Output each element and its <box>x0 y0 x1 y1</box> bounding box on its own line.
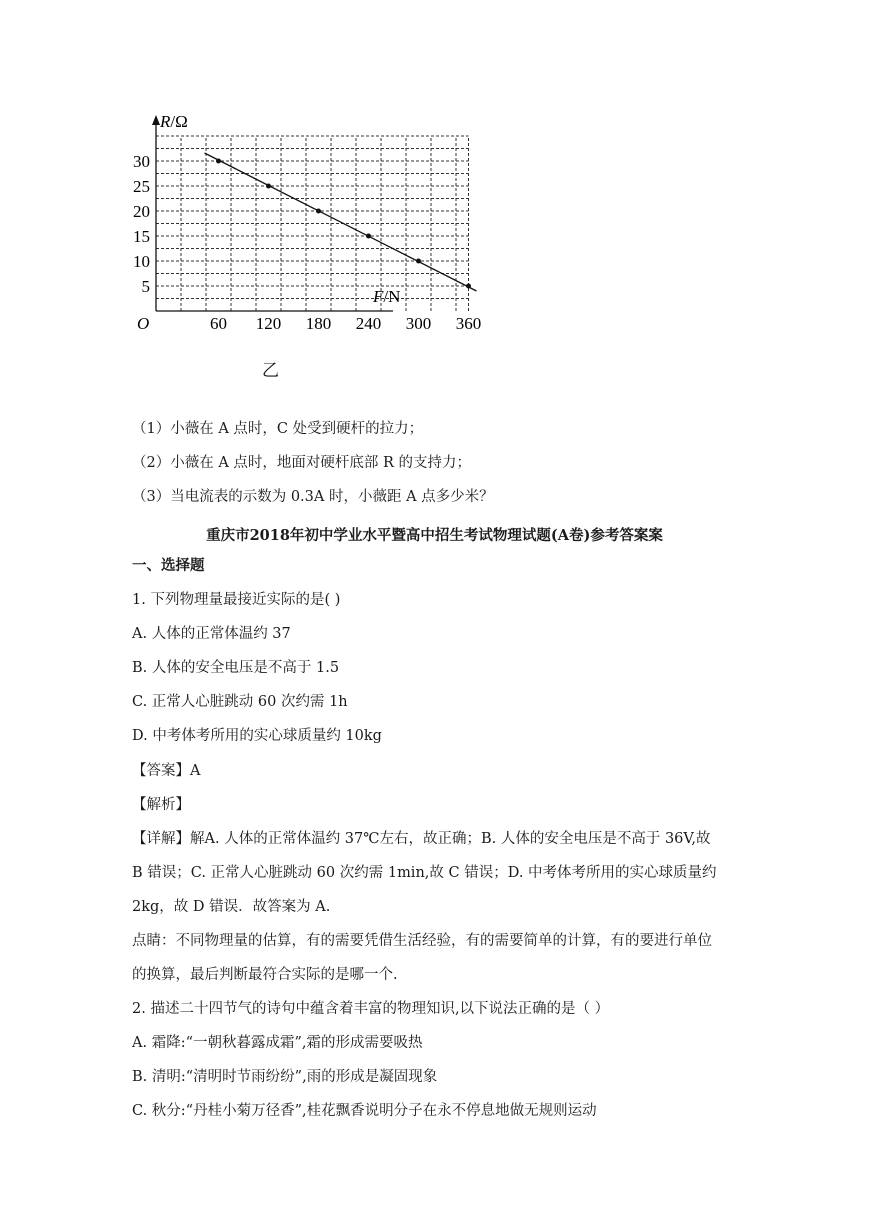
q2-stem: 2. 描述二十四节气的诗句中蕴含着丰富的物理知识,以下说法正确的是（ ） <box>132 1001 610 1017</box>
q1-detail-line: B 错误；C. 正常人心脏跳动 60 次约需 1min,故 C 错误；D. 中考体考所用的实心球质量约 <box>132 865 717 881</box>
x-tick-label: 120 <box>255 314 282 333</box>
q2-option-c: C. 秋分:“丹桂小菊万径香”,桂花飘香说明分子在永不停息地做无规则运动 <box>132 1103 597 1119</box>
q1-comment-line: 点睛：不同物理量的估算，有的需要凭借生活经验，有的需要简单的计算，有的要进行单位 <box>132 933 712 949</box>
section-heading: 一、选择题 <box>132 557 205 574</box>
q2-option-b: B. 清明:“清明时节雨纷纷”,雨的形成是凝固现象 <box>132 1069 438 1085</box>
y-axis-label: R/Ω <box>160 112 188 131</box>
question-3: （3）当电流表的示数为 0.3A 时，小薇距 A 点多少米？ <box>132 489 494 505</box>
y-tick-label: 5 <box>141 277 150 296</box>
chart-series <box>205 153 477 291</box>
q1-detail-line: 2kg，故 D 错误．故答案为 A. <box>132 899 331 915</box>
data-point <box>416 259 421 264</box>
y-tick-label: 15 <box>133 227 150 246</box>
answer-title: 重庆市2018年初中学业水平暨高中招生考试物理试题(A卷)参考答案案 <box>206 527 663 544</box>
data-point <box>316 209 321 214</box>
q1-stem: 1. 下列物理量最接近实际的是( ) <box>132 592 341 608</box>
q1-analysis-heading: 【解析】 <box>132 797 190 813</box>
origin-label: O <box>137 314 150 333</box>
q1-option-b: B. 人体的安全电压是不高于 1.5 <box>132 660 340 676</box>
q1-comment-line: 的换算，最后判断最符合实际的是哪一个. <box>132 967 398 983</box>
x-tick-label: 240 <box>355 314 382 333</box>
series-line <box>205 153 477 291</box>
question-1: （1）小薇在 A 点时，C 处受到硬杆的拉力； <box>132 421 424 437</box>
chart-axes <box>152 115 393 311</box>
data-point <box>366 234 371 239</box>
data-point <box>266 184 271 189</box>
data-point <box>216 159 221 164</box>
y-tick-label: 25 <box>133 177 150 196</box>
x-axis-label: F/N <box>373 287 401 306</box>
y-tick-label: 10 <box>133 252 150 271</box>
chart-grid <box>156 136 469 311</box>
chart-ticks <box>133 152 481 333</box>
figure-caption: 乙 <box>262 361 279 381</box>
y-tick-label: 30 <box>133 152 150 171</box>
y-tick-label: 20 <box>133 202 150 221</box>
x-tick-label: 180 <box>305 314 332 333</box>
resistance-force-chart <box>125 105 482 335</box>
x-tick-label: 300 <box>405 314 432 333</box>
x-tick-label: 360 <box>455 314 482 333</box>
x-tick-label: 60 <box>210 314 227 333</box>
q1-option-c: C. 正常人心脏跳动 60 次约需 1h <box>132 694 348 710</box>
q1-option-d: D. 中考体考所用的实心球质量约 10kg <box>132 728 382 744</box>
q1-detail-line: 【详解】解A. 人体的正常体温约 37℃左右，故正确；B. 人体的安全电压是不高于 36V,故 <box>132 831 711 847</box>
q1-answer: 【答案】A <box>132 763 201 779</box>
data-point <box>466 284 471 289</box>
q1-option-a: A. 人体的正常体温约 37 <box>132 626 291 642</box>
question-2: （2）小薇在 A 点时，地面对硬杆底部 R 的支持力； <box>132 455 472 471</box>
q2-option-a: A. 霜降:“一朝秋暮露成霜”,霜的形成需要吸热 <box>132 1035 423 1051</box>
y-axis-arrow <box>152 115 160 125</box>
